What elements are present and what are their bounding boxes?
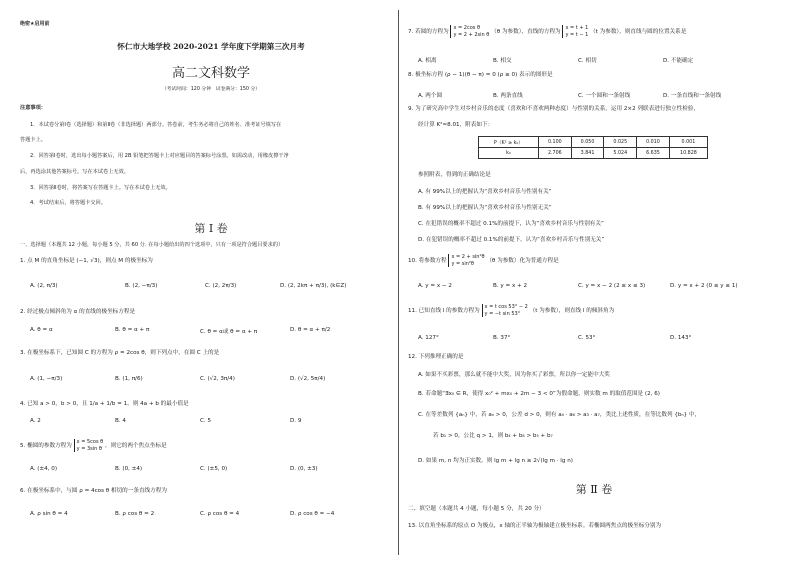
q3-option-b[interactable]: B. (1, π/6)	[115, 376, 143, 382]
q8-option-a[interactable]: A. 两个圆	[418, 93, 443, 99]
note-line: 4．考试结束后，将答题卡交回。	[30, 200, 106, 206]
part1-intro: 一、选择题（本题共 12 小题，每小题 5 分，共 60 分. 在每小题给出的四个选项中，只有一项是符合题目要求的）	[20, 242, 284, 248]
q10-option-a[interactable]: A. y = x − 2	[418, 283, 452, 289]
secret-label: 绝密★启用前	[20, 21, 50, 27]
note-line: 1．本试卷分第Ⅰ卷（选择题）和第Ⅱ卷（非选择题）两部分。答卷前，考生务必将自己的姓名、准考证号填写在	[30, 122, 282, 128]
table-cell: 0.050	[571, 137, 604, 148]
q7-line-x: x = t + 1	[565, 25, 589, 31]
q2-option-d[interactable]: D. θ = α + π/2	[290, 327, 331, 333]
right-column	[408, 0, 780, 562]
table-cell: 0.010	[637, 137, 670, 148]
q7-stem-lead: 7. 若圆的方程为	[408, 29, 449, 35]
q9-option-b[interactable]: B. 有 99%以上的把握认为“喜欢乡村音乐与性别无关”	[418, 205, 552, 211]
q5-param-brace	[74, 439, 104, 452]
q10-eq-y: y = sin²θ	[451, 260, 474, 267]
table-cell: 3.841	[571, 148, 604, 159]
q11-option-d[interactable]: D. 143°	[670, 335, 692, 341]
q2-option-c[interactable]: C. θ = α或 θ = α + π	[200, 329, 258, 335]
q10-stem-lead: 10. 将参数方程	[408, 258, 447, 264]
table-cell: 0.025	[604, 137, 637, 148]
table-head-cell: P（K² ≥ k₀）	[479, 137, 539, 148]
q7-circle-y: y = 2 + 2sin θ	[453, 31, 490, 38]
q12-option-d[interactable]: D. 如果 m, n 均为正实数，则 lg m + lg n ≥ 2√(lg m · lg n)	[418, 458, 573, 464]
q10-stem	[408, 254, 559, 267]
q13-stem: 13. 以直角坐标系的原点 O 为极点，x 轴的正半轴为极轴建立极坐标系。若椭圆两焦点的极坐标分别为	[408, 523, 662, 529]
q1-option-d[interactable]: D. (2, 2kπ + π/3), (k∈Z)	[280, 283, 347, 289]
q4-stem: 4. 已知 a > 0，b > 0，且 1/a + 1/b = 1，则 4a + b 的最小值是	[20, 401, 189, 407]
q12-option-a[interactable]: A. 如果不买彩票，那么就不能中大奖，因为你买了彩票，所以你一定能中大奖	[418, 372, 610, 378]
table-cell: 0.100	[538, 137, 571, 148]
q10-option-c[interactable]: C. y = x − 2 (2 ≤ x ≤ 3)	[578, 283, 646, 289]
q10-option-d[interactable]: D. y = x + 2 (0 ≤ y ≤ 1)	[670, 283, 738, 289]
q4-option-d[interactable]: D. 9	[290, 418, 302, 424]
q11-eq-y: y = −t sin 53°	[484, 310, 521, 317]
q3-stem: 3. 在极坐标系下，已知圆 C 的方程为 ρ = 2cos θ，则下列点中，在圆 C 上的是	[20, 350, 220, 356]
q5-option-b[interactable]: B. (0, ±4)	[115, 466, 143, 472]
q9-option-c[interactable]: C. 在犯错误的概率不超过 0.1%的前提下，认为“喜欢乡村音乐与性别有关”	[418, 221, 604, 227]
q2-stem: 2. 经过极点倾斜角为 α 的直线的极坐标方程是	[20, 309, 136, 315]
exam-info: （考试时间：120 分钟 试卷满分：150 分）	[161, 87, 261, 92]
q5-option-a[interactable]: A. (±4, 0)	[30, 466, 58, 472]
q6-option-b[interactable]: B. ρ cos θ = 2	[115, 511, 155, 517]
q9-stem-line1: 9. 为了研究高中学生对乡村音乐的态度（喜欢和不喜欢两种态度）与性别的关系，运用 2×2 列联表进行独立性检验，	[408, 106, 699, 112]
part2-title: 第 Ⅱ 卷	[575, 483, 613, 496]
q7-stem-tail: （t 为参数），则直线与圆的位置关系是	[590, 29, 687, 35]
q12-option-c[interactable]: C. 在等差数列 {aₙ} 中，若 aₙ > 0，公差 d > 0，则有 a₄ · a₆ > a₃ · a₇，类比上述性质，在等比数列 {bₙ} 中，	[418, 412, 701, 418]
q11-stem	[408, 304, 614, 317]
q9-stem-line2: 经计算 K²≈8.01，附表如下：	[418, 122, 494, 128]
table-cell: 0.001	[669, 137, 707, 148]
q4-option-b[interactable]: B. 4	[115, 418, 126, 424]
left-column	[20, 0, 392, 562]
q6-option-c[interactable]: C. ρ cos θ = 4	[200, 511, 240, 517]
note-line: 后，再选涂其他答案标号。写在本试卷上无效。	[20, 169, 129, 175]
q7-circle-brace	[450, 25, 489, 38]
q7-circle-x: x = 2cos θ	[453, 25, 481, 31]
q2-option-a[interactable]: A. θ = α	[30, 327, 53, 333]
q7-option-a[interactable]: A. 相离	[418, 58, 437, 64]
q8-option-b[interactable]: B. 两条直线	[493, 93, 523, 99]
note-line: 答题卡上。	[20, 137, 46, 143]
q8-stem: 8. 极坐标方程 (ρ − 1)(θ − π) = 0 (ρ ≥ 0) 表示的图形是	[408, 72, 553, 78]
q6-stem: 6. 在极坐标系中，与圆 ρ = 4cos θ 相切的一条直线方程为	[20, 488, 167, 494]
school-title: 怀仁市大地学校 2020-2021 学年度下学期第三次月考	[117, 42, 305, 51]
q7-stem	[408, 25, 686, 38]
q8-option-d[interactable]: D. 一条直线和一条射线	[663, 93, 722, 99]
q10-eq-x: x = 2 + sin²θ	[451, 254, 485, 260]
q7-option-d[interactable]: D. 不能确定	[663, 58, 694, 64]
subject-title: 高二文科数学	[171, 66, 250, 81]
q7-line-brace	[562, 25, 588, 38]
q11-param-brace	[482, 304, 528, 317]
q6-option-a[interactable]: A. ρ sin θ = 4	[30, 511, 68, 517]
q7-option-c[interactable]: C. 相切	[578, 58, 597, 64]
q4-option-c[interactable]: C. 5	[200, 418, 212, 424]
q5-option-c[interactable]: C. (±5, 0)	[200, 466, 228, 472]
q11-stem-lead: 11. 已知直线 l 的参数方程为	[408, 308, 480, 314]
q9-option-d[interactable]: D. 在犯错误的概率不超过 0.1%的前提下，认为“喜欢乡村音乐与性别无关”	[418, 237, 605, 243]
q4-option-a[interactable]: A. 2	[30, 418, 41, 424]
q9-option-a[interactable]: A. 有 99%以上的把握认为“喜欢乡村音乐与性别有关”	[418, 189, 552, 195]
q12-option-b[interactable]: B. 若命题“∃x₀ ∈ R，使得 x₀² + mx₀ + 2m − 3 < 0”为假命题，则实数 m 的取值范围是 (2, 6)	[418, 391, 660, 397]
part1-title: 第 Ⅰ 卷	[194, 222, 228, 235]
q11-option-b[interactable]: B. 37°	[493, 335, 511, 341]
q3-option-a[interactable]: A. (1, −π/3)	[30, 376, 63, 382]
q5-option-d[interactable]: D. (0, ±3)	[290, 466, 318, 472]
table-cell: 6.635	[637, 148, 670, 159]
q12-stem: 12. 下列推理正确的是	[408, 354, 464, 360]
q11-eq-x: x = t cos 53° − 2	[484, 304, 528, 310]
q3-option-c[interactable]: C. (√2, 3π/4)	[200, 376, 235, 382]
q1-option-b[interactable]: B. (2, −π/3)	[125, 283, 158, 289]
q11-stem-tail: （t 为参数），则直线 l 的倾斜角为	[529, 308, 615, 314]
q7-option-b[interactable]: B. 相交	[493, 58, 512, 64]
q10-option-b[interactable]: B. y = x + 2	[493, 283, 528, 289]
table-cell: 2.706	[538, 148, 571, 159]
q5-stem-lead: 5. 椭圆的参数方程为	[20, 443, 72, 449]
q5-stem-tail: ，则它的两个焦点坐标是	[105, 443, 167, 449]
q2-option-b[interactable]: B. θ = α + π	[115, 327, 150, 333]
q10-param-brace	[448, 254, 484, 267]
q11-option-a[interactable]: A. 127°	[418, 335, 439, 341]
q3-option-d[interactable]: D. (√2, 5π/4)	[290, 376, 326, 382]
q1-option-a[interactable]: A. (2, π/3)	[30, 283, 58, 289]
q10-stem-tail: （θ 为参数）化为普通方程是	[486, 258, 559, 264]
notes-title: 注意事项：	[20, 105, 46, 111]
q5-stem	[20, 439, 167, 452]
table-row	[479, 137, 708, 148]
q8-option-c[interactable]: C. 一个圆和一条射线	[578, 93, 631, 99]
column-divider	[398, 10, 399, 555]
q6-option-d[interactable]: D. ρ cos θ = −4	[290, 511, 335, 517]
q12-option-c-cont: 若 b₁ > 0，公比 q > 1，则 b₄ + b₈ > b₅ + b₇	[433, 433, 553, 439]
note-line: 3．回答第Ⅱ卷时，将答案写在答题卡上。写在本试卷上无效。	[30, 185, 171, 191]
table-cell: 5.024	[604, 148, 637, 159]
q7-line-y: y = t − 1	[565, 31, 589, 38]
note-line: 2．回答第Ⅰ卷时，选出每小题答案后，用 2B 铅笔把答题卡上对应题目的答案标号涂黑。如需改动，用橡皮擦干净	[30, 153, 289, 159]
q5-eq-x: x = 5cos θ	[76, 439, 104, 445]
critical-value-table	[478, 136, 708, 159]
part2-intro: 二、填空题（本题共 4 小题，每小题 5 分，共 20 分）	[408, 506, 545, 512]
q1-stem: 1. 点 M 的直角坐标是 (−1, √3)，则点 M 的极坐标为	[20, 258, 153, 264]
table-head-cell: k₀	[479, 148, 539, 159]
q1-option-c[interactable]: C. (2, 2π/3)	[205, 283, 237, 289]
q5-eq-y: y = 3sin θ	[76, 445, 102, 452]
table-cell: 10.828	[669, 148, 707, 159]
table-row	[479, 148, 708, 159]
q11-option-c[interactable]: C. 53°	[578, 335, 596, 341]
q7-stem-mid: （θ 为参数），直线的方程为	[491, 29, 561, 35]
q9-lead: 参照附表，得到的正确结论是	[418, 172, 491, 178]
